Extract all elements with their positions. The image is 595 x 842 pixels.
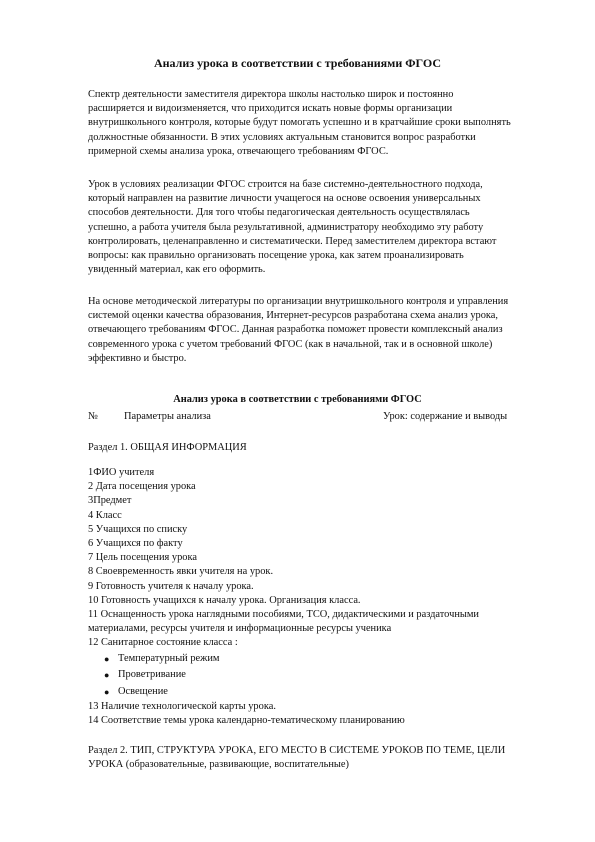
section-1-heading: Раздел 1. ОБЩАЯ ИНФОРМАЦИЯ: [88, 442, 247, 453]
sanitary-bullets: [88, 651, 528, 701]
list-item: 1ФИО учителя: [88, 467, 155, 478]
list-item: 5 Учащихся по списку: [88, 523, 188, 535]
list-item: 14 Соответствие темы урока календарно-тематическому планированию: [88, 715, 405, 727]
header-lesson: Урок: содержание и выводы: [383, 411, 508, 422]
list-item: 2 Дата посещения урока: [88, 481, 196, 493]
list-item: 8 Своевременность явки учителя на урок.: [88, 566, 274, 578]
bullet-icon: ●: [104, 653, 110, 664]
list-item: 6 Учащихся по факту: [88, 538, 183, 550]
list-item: 4 Класс: [88, 509, 122, 521]
bullet-item: [88, 651, 528, 668]
bullet-group: [88, 651, 528, 701]
list-item: 12 Санитарное состояние класса :: [88, 637, 238, 649]
table-title: Анализ урока в соответствии с требованиями ФГОС: [173, 394, 422, 405]
list-item: 9 Готовность учителя к началу урока.: [88, 580, 254, 592]
header-number: №: [88, 411, 98, 422]
section-2-heading: Раздел 2. ТИП, СТРУКТУРА УРОКА, ЕГО МЕСТО В СИСТЕМЕ УРОКОВ ПО ТЕМЕ, ЦЕЛИ УРОКА (образовательные, развивающие, воспитательные): [88, 745, 506, 771]
bullet-icon: ●: [104, 686, 110, 697]
bullet-text: Температурный режим: [118, 652, 220, 664]
list-item: 11 Оснащенность урока наглядными пособиями, ТСО, дидактическими и раздаточными материалами, ресурсы учителя и информационные ресурсы ученика: [88, 609, 479, 635]
list-item: 3Предмет: [88, 495, 132, 507]
bullet-text: Проветривание: [118, 669, 186, 681]
document-title: Анализ урока в соответствии с требованиями ФГОС: [153, 56, 442, 70]
paragraph-3: На основе методической литературы по организации внутришкольного контроля и управления системой оценки качества образования, Интернет-ресурсов разработана схема анализ урока, отвечающего требованиям ФГОС. Данная разработка поможет провести комплексный анализ современного урока с учетом требований ФГОС (как в начальной, так и в основной школе) эффективно и быстро.: [88, 296, 509, 364]
list-item: 7 Цель посещения урока: [88, 552, 197, 564]
list-item: 13 Наличие технологической карты урока.: [88, 701, 276, 713]
bullet-item: [88, 684, 528, 701]
bullet-text: Освещение: [118, 685, 168, 697]
bullet-icon: ●: [104, 670, 110, 681]
header-params: Параметры анализа: [124, 411, 211, 422]
bullet-item: [88, 667, 528, 684]
list-item: 10 Готовность учащихся к началу урока. Организация класса.: [88, 594, 361, 606]
paragraph-1: Спектр деятельности заместителя директора школы настолько широк и постоянно расширяется и видоизменяется, что приходится искать новые формы организации внутришкольного контроля, которые будут помогать успешно и в кратчайшие сроки выполнять должностные обязанности. В этих условиях актуальным становится вопрос разработки примерной схемы анализа урока, отвечающего требованиям ФГОС.: [88, 89, 511, 157]
paragraph-2: Урок в условиях реализации ФГОС строится на базе системно-деятельностного подхода, который направлен на развитие личности учащегося на основе освоения универсальных способов деятельности. Для того чтобы педагогическая деятельность осуществлялась успешно, а работа учителя была результативной, администратору необходимо эту работу контролировать, целенаправленно и систематически. Перед заместителем директора встают вопросы: как правильно организовать посещение урока, как затем проанализировать увиденный материал, как его оформить.: [88, 179, 497, 276]
info-items-list: [88, 466, 528, 729]
